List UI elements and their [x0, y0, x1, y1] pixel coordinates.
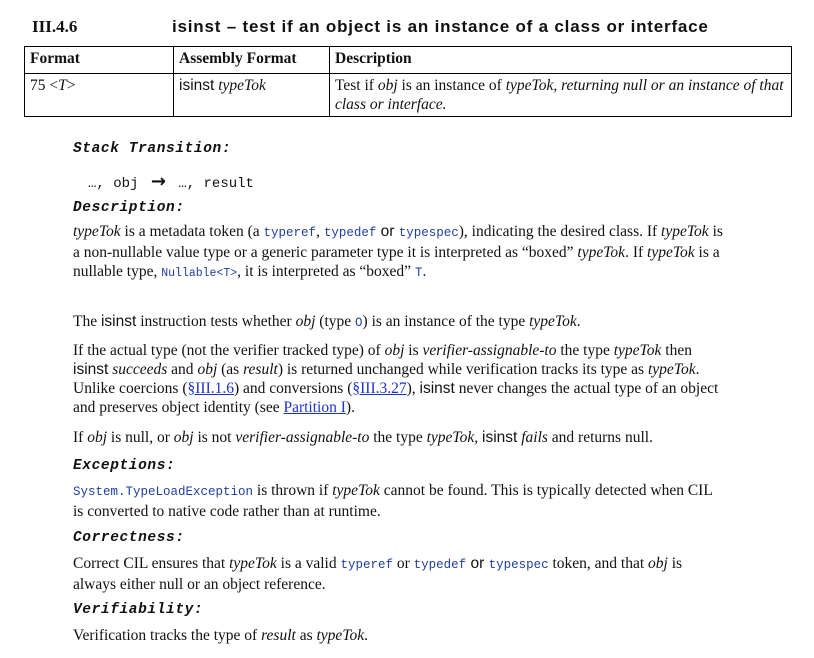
keyword-isinst: isinst	[100, 313, 137, 330]
format-table	[24, 46, 792, 117]
span: . Unlike coercions (	[73, 361, 700, 397]
format-type-param: T	[58, 77, 67, 94]
span: typeTok	[229, 555, 277, 572]
exceptions-paragraph	[73, 481, 713, 521]
verifiability-paragraph	[73, 626, 723, 645]
span: obj	[197, 361, 218, 378]
header-description: Description	[330, 47, 792, 74]
span: ,	[474, 429, 483, 446]
span: token, and that	[548, 555, 649, 572]
span: and returns null.	[547, 429, 653, 446]
span: ) is returned unchanged while verification tracks its type as	[277, 361, 648, 378]
stack-transition	[88, 171, 254, 192]
span: typeTok	[426, 429, 475, 446]
description-label: Description:	[73, 200, 185, 216]
span: and	[167, 361, 198, 378]
code-typeref: typeref	[340, 558, 393, 572]
span: .	[364, 627, 369, 644]
cell-assembly	[174, 74, 330, 117]
code-nullable: Nullable<T>	[161, 267, 238, 280]
desc-text: Test if	[335, 77, 378, 94]
span: is not	[193, 429, 236, 446]
span: never changes the actual type of an object and preserves object identity (see	[73, 380, 719, 416]
section-title: isinst – test if an object is an instance of a class or interface	[172, 17, 709, 36]
span: then	[661, 342, 692, 359]
span: . If	[625, 244, 648, 261]
span: obj	[648, 555, 668, 572]
code-o: O	[355, 316, 363, 330]
span: is a metadata token (a	[120, 223, 264, 240]
span: typeTok	[73, 223, 121, 240]
cell-format	[25, 74, 174, 117]
span: is a non-nullable value type or a generic parameter type it is interpreted as “boxed”	[73, 223, 723, 261]
span: obj	[384, 342, 405, 359]
span: If the actual type (not the verifier tracked type) of	[73, 342, 385, 359]
format-code: 75 <	[30, 77, 59, 94]
description-paragraph-1	[73, 222, 723, 283]
span: the type	[556, 342, 614, 359]
span: is null, or	[107, 429, 174, 446]
span: obj	[87, 429, 108, 446]
code-typespec: typespec	[488, 558, 549, 572]
header-assembly-format: Assembly Format	[174, 47, 330, 74]
code-exception: System.TypeLoadException	[73, 485, 254, 499]
code-typeref: typeref	[263, 226, 317, 240]
span: ,	[316, 223, 324, 240]
span: Verification tracks the type of	[73, 627, 262, 644]
table-header-row	[25, 47, 792, 74]
span: .	[422, 263, 427, 280]
span: cannot be found. This is typically detected when CIL is converted to native code rather than at runtime.	[73, 482, 713, 520]
code-typedef: typedef	[413, 558, 467, 572]
span: result	[261, 627, 296, 644]
span: typeTok	[529, 313, 577, 330]
span: , it is interpreted as “boxed”	[237, 263, 415, 280]
exceptions-label: Exceptions:	[73, 458, 176, 474]
span: ).	[345, 399, 355, 416]
span: verifier-assignable-to	[235, 429, 370, 446]
span: typeTok	[316, 627, 365, 644]
code-t: T	[414, 266, 423, 280]
desc-text: is an instance of	[397, 77, 506, 94]
span: is always either null or an object reference.	[73, 555, 683, 593]
description-paragraph-3	[73, 341, 723, 417]
span: is	[404, 342, 423, 359]
table-row	[25, 74, 792, 117]
span: typeTok	[613, 342, 662, 359]
link-conversions[interactable]: §III.3.27	[352, 380, 407, 397]
code-typedef: typedef	[323, 226, 377, 240]
span: If	[73, 429, 88, 446]
span: ) and conversions (	[234, 380, 353, 397]
span: .	[576, 313, 581, 330]
stack-before: …, obj	[88, 176, 139, 192]
span: typeTok	[577, 244, 626, 261]
correctness-paragraph	[73, 554, 723, 594]
keyword-isinst: isinst	[419, 380, 455, 397]
section-heading	[24, 14, 794, 40]
format-suffix: >	[66, 77, 76, 94]
span: is a valid	[276, 555, 341, 572]
header-format: Format	[25, 47, 174, 74]
correctness-label: Correctness:	[73, 530, 185, 546]
span: The	[73, 313, 101, 330]
span: is a nullable type,	[73, 244, 720, 280]
asm-keyword: isinst	[179, 77, 215, 94]
span: or	[376, 223, 399, 240]
span: obj	[295, 313, 316, 330]
span: fails	[521, 429, 548, 446]
arrow-icon: →	[150, 171, 166, 192]
stack-after: …, result	[178, 176, 254, 192]
span: or	[393, 555, 414, 572]
span: ),	[406, 380, 420, 397]
span: or	[466, 555, 489, 572]
code-typespec: typespec	[398, 226, 459, 240]
span: verifier-assignable-to	[422, 342, 557, 359]
desc-obj: obj	[377, 77, 398, 94]
description-paragraph-2	[73, 312, 723, 333]
stack-transition-label: Stack Transition:	[73, 141, 232, 157]
span: typeTok	[332, 482, 380, 499]
link-coercions[interactable]: §III.1.6	[187, 380, 234, 397]
span: typeTok	[647, 361, 696, 378]
span: as	[295, 627, 317, 644]
span: succeeds	[112, 361, 168, 378]
link-partition-i[interactable]: Partition I	[283, 399, 346, 416]
span: the type	[369, 429, 427, 446]
keyword-isinst: isinst	[482, 429, 518, 446]
span: (as	[217, 361, 244, 378]
span: typeTok	[661, 223, 709, 240]
asm-operand: typeTok	[218, 77, 266, 94]
span: instruction tests whether	[136, 313, 296, 330]
span: ) is an instance of the type	[362, 313, 530, 330]
verifiability-label: Verifiability:	[73, 602, 204, 618]
section-number: III.4.6	[32, 17, 78, 36]
keyword-isinst: isinst	[73, 361, 109, 378]
span: typeTok	[647, 244, 695, 261]
cell-description	[330, 74, 792, 117]
span: ), indicating the desired class. If	[458, 223, 662, 240]
span: obj	[173, 429, 194, 446]
desc-rest: typeTok, returning null or an instance of that class or interface.	[335, 77, 784, 113]
description-paragraph-4	[73, 428, 753, 447]
span: is thrown if	[253, 482, 333, 499]
span: result	[243, 361, 278, 378]
span: (type	[315, 313, 356, 330]
span: Correct CIL ensures that	[73, 555, 230, 572]
